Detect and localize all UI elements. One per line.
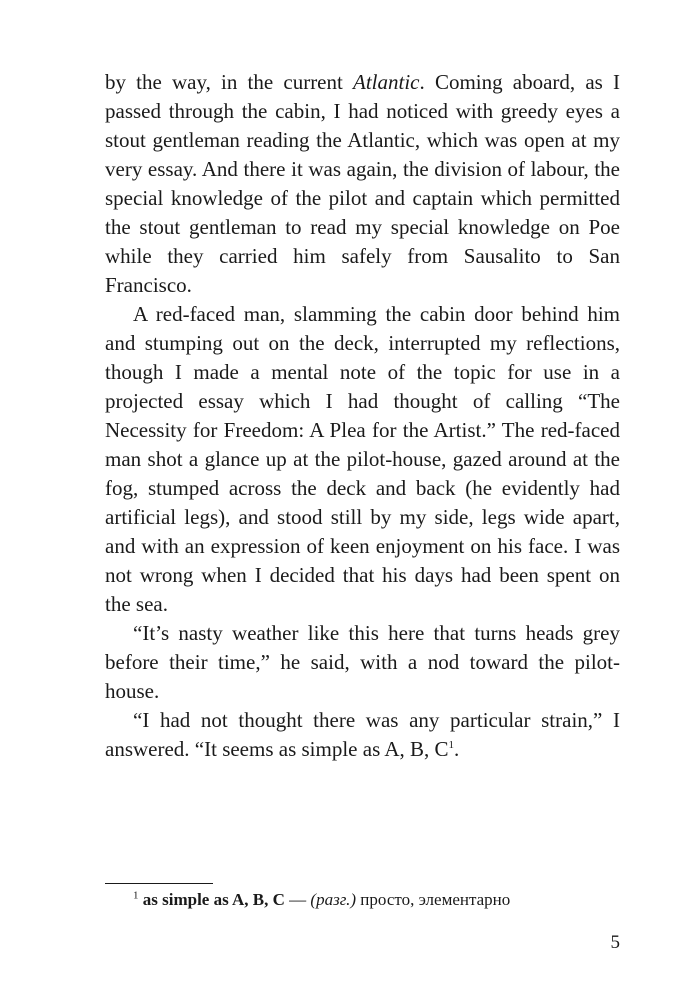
text-run: “It’s nasty weather like this here that turns heads grey before their time,” he said, with a nod toward the pilot-house. bbox=[105, 621, 620, 703]
body-text bbox=[105, 68, 620, 764]
page-number: 5 bbox=[610, 932, 620, 953]
footnote-usage-note: (разг.) bbox=[310, 890, 357, 909]
footnote bbox=[133, 889, 620, 911]
paragraph bbox=[105, 619, 620, 706]
paragraph bbox=[105, 706, 620, 764]
text-run: “I had not thought there was any particular strain,” I answered. “It seems as simple as A, B, C bbox=[105, 708, 620, 761]
text-run: by the way, in the current bbox=[105, 70, 354, 94]
text-run: A red-faced man, slamming the cabin door behind him and stumping out on the deck, interrupted my reflections, though I made a mental note of the topic for use in a projected essay which I had thought of calling “The Necessity for Freedom: A Plea for the Artist.” The red-faced man shot a glance up at the pilot-house, gazed around at the fog, stumped across the deck and back (he evidently had artificial legs), and stood still by my side, legs wide apart, and with an expression of keen enjoyment on his face. I was not wrong when I decided that his days had been spent on the sea. bbox=[105, 302, 620, 616]
footnote-translation: просто, элементарно bbox=[356, 890, 511, 909]
footnote-separator bbox=[105, 883, 213, 884]
footnote-dash: — bbox=[284, 890, 311, 909]
paragraph bbox=[105, 300, 620, 619]
text-run: . bbox=[454, 737, 460, 761]
paragraph bbox=[105, 68, 620, 300]
footnote-term: as simple as A, B, C bbox=[142, 890, 285, 909]
book-page bbox=[105, 0, 620, 1000]
text-run: Atlantic bbox=[353, 70, 420, 94]
footnote-reference: 1 bbox=[448, 739, 455, 751]
footnote-marker: 1 bbox=[133, 889, 139, 902]
text-run: . Coming aboard, as I passed through the cabin, I had noticed with greedy eyes a stout gentleman reading the Atlantic, which was open at my very essay. And there it was again, the division of labour, the special knowledge of the pilot and captain which permitted the stout gentleman to read my special knowledge on Poe while they carried him safely from Sausalito to San Francisco. bbox=[105, 70, 620, 297]
